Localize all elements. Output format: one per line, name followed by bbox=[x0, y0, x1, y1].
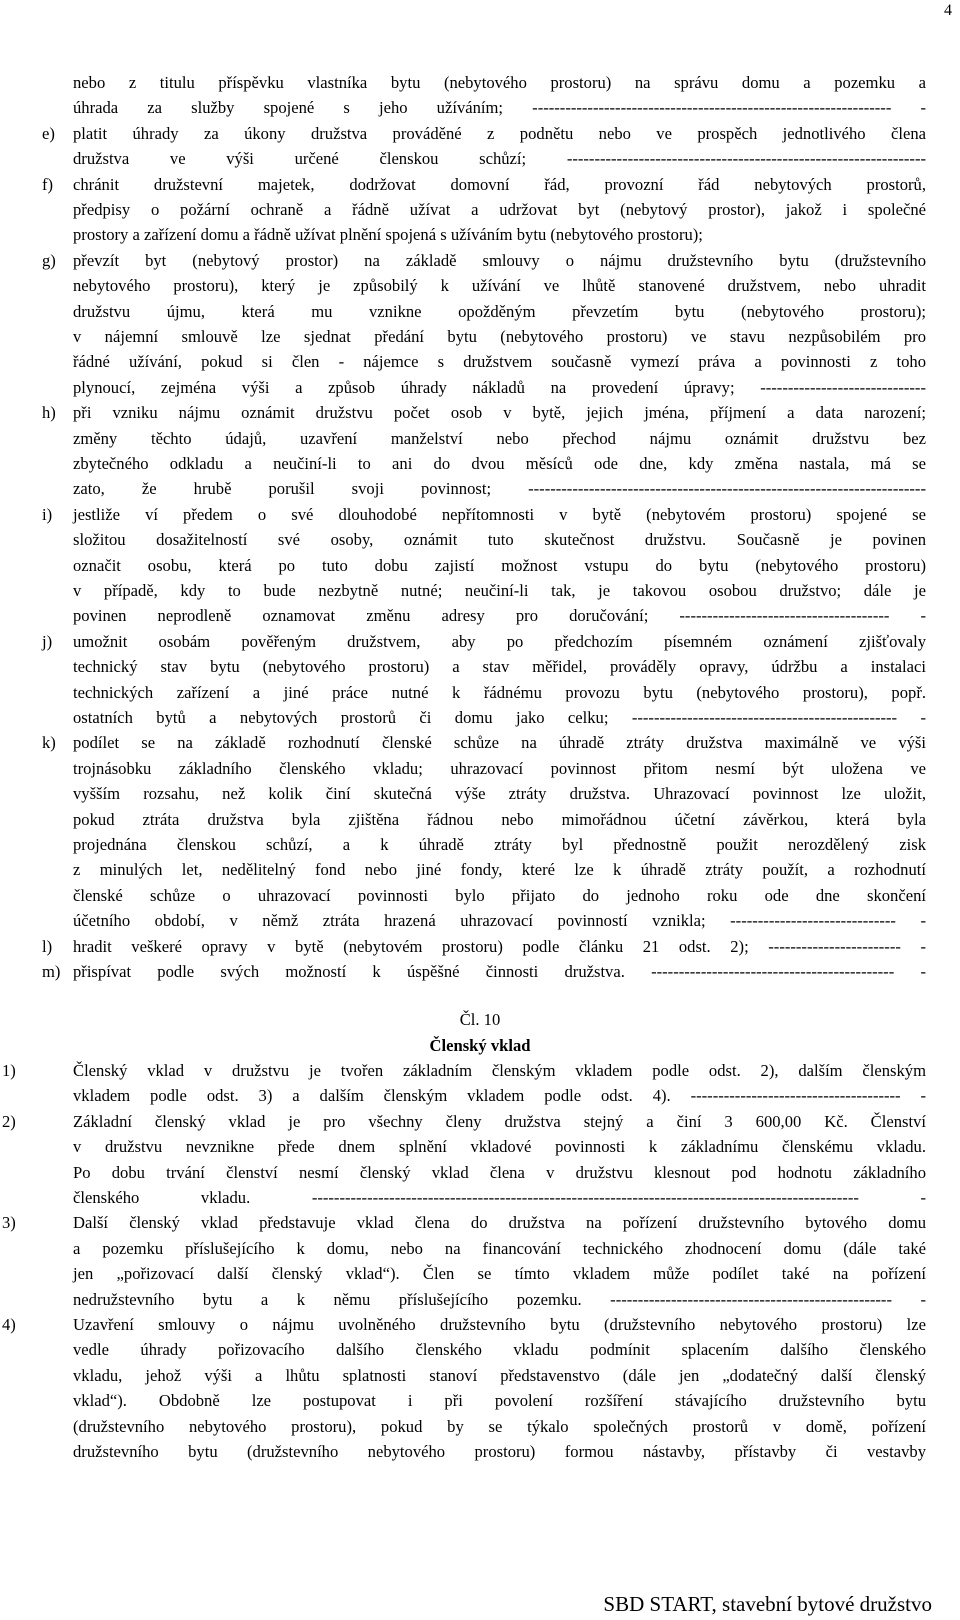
text-line: složitou dosažitelností své osoby, oznámit tuto skutečnost družstvu. Současně je povinen bbox=[73, 530, 926, 550]
text-line: označit osobu, která po tuto dobu zajistí možnost vstupu do bytu (nebytového prostoru) bbox=[73, 555, 926, 575]
text-line: platit úhrady za úkony družstva prováděné z podnětu nebo ve prospěch jednotlivého člena bbox=[73, 123, 926, 143]
text-line: při vzniku nájmu oznámit družstvu počet osob v bytě, jejich jména, příjmení a data narození; bbox=[73, 403, 926, 423]
list-marker: h) bbox=[42, 403, 56, 423]
list-marker: 3) bbox=[2, 1213, 16, 1233]
text-line: vyšším rozsahu, než kolik činí skutečná výše ztráty družstva. Uhrazovací povinnost lze uložit, bbox=[73, 784, 926, 804]
text-line: Členský vklad v družstvu je tvořen základním členským vkladem podle odst. 2), dalším členským bbox=[73, 1061, 926, 1081]
list-marker: f) bbox=[42, 174, 54, 194]
text-line: pokud ztráta družstva byla zjištěna řádnou nebo mimořádnou účetní závěrkou, která byla bbox=[73, 809, 926, 829]
text-line: technických zařízení a jiné práce nutné k řádnému provozu bytu (nebytového prostoru), popř. bbox=[73, 682, 926, 702]
text-line: družstva ve výši určené členskou schůzí; ----------------------------------------------------------------- bbox=[73, 149, 926, 169]
text-line: nebytového prostoru), který je způsobilý k užívání ve lhůtě stanovené družstvem, nebo uhradit bbox=[73, 276, 926, 296]
list-marker: 4) bbox=[2, 1315, 16, 1335]
text-line: jestliže ví předem o své dlouhodobé nepřítomnosti v bytě (nebytovém prostoru) spojené se bbox=[73, 504, 926, 524]
text-line: ostatních bytů a nebytových prostorů či domu jako celku; ------------------------------------------------ - bbox=[73, 708, 926, 727]
article-title: Členský vklad bbox=[429, 1035, 531, 1055]
text-line: předpisy o požární ochraně a řádně užívat a udržovat byt (nebytový prostor), jakož i společné bbox=[73, 200, 926, 219]
text-line: v družstvu nevznikne přede dnem splnění vkladové povinnosti k základnímu členskému vkladu. bbox=[73, 1137, 926, 1157]
text-line: nedružstevního bytu a k němu příslušejícího pozemku. --------------------------------------------------- - bbox=[73, 1289, 926, 1309]
text-line: nebo z titulu příspěvku vlastníka bytu (nebytového prostoru) na správu domu a pozemku a bbox=[73, 73, 926, 92]
text-line: přispívat podle svých možností k úspěšné činnosti družstva. -------------------------------------------- - bbox=[73, 962, 926, 981]
text-line: jen „pořizovací další členský vklad“). Člen se tímto vkladem může podílet také na pořízení bbox=[73, 1264, 926, 1284]
text-line: vkladu, jehož výši a lhůtu splatnosti stanoví představenstvo (dále jen „dodatečný další členský bbox=[73, 1365, 926, 1385]
text-line: vedle úhrady pořizovacího dalšího členského vkladu podmínit splacením dalšího členského bbox=[73, 1340, 926, 1360]
footer-text: SBD START, stavební bytové družstvo bbox=[603, 1592, 932, 1616]
text-line: v případě, kdy to bude nezbytně nutné; neučiní-li tak, je takovou osobou družstvo; dále je bbox=[73, 581, 926, 600]
list-marker: 1) bbox=[2, 1061, 16, 1081]
text-line: umožnit osobám pověřeným družstvem, aby po předchozím písemném oznámení zjišťovaly bbox=[73, 631, 926, 651]
list-marker: i) bbox=[42, 504, 53, 524]
text-line: prostory a zařízení domu a řádně užívat plnění spojená s užíváním bytu (nebytového prostoru); bbox=[73, 225, 703, 245]
text-line: a pozemku příslušejícího k domu, nebo na financování technického zhodnocení domu (dále také bbox=[73, 1238, 926, 1258]
list-marker: l) bbox=[42, 936, 53, 956]
text-line: povinen neprodleně oznamovat změnu adresy pro doručování; -------------------------------------- - bbox=[73, 606, 926, 626]
text-line: zato, že hrubě porušil svoji povinnost; ------------------------------------------------------------------------ bbox=[73, 479, 926, 499]
text-line: zbytečného odkladu a neučiní-li to ani do dvou měsíců ode dne, kdy změna nastala, má se bbox=[73, 454, 926, 473]
text-line: družstvu újmu, která mu vznikne opožděným převzetím bytu (nebytového prostoru); bbox=[73, 301, 926, 321]
text-line: změny těchto údajů, uzavření manželství nebo přechod nájmu oznámit družstvu bez bbox=[73, 428, 926, 448]
text-line: převzít byt (nebytový prostor) na základě smlouvy o nájmu družstevního bytu (družstevního bbox=[73, 250, 926, 270]
list-marker: g) bbox=[42, 250, 56, 270]
text-line: hradit veškeré opravy v bytě (nebytovém prostoru) podle článku 21 odst. 2); ------------------------ - bbox=[73, 936, 926, 956]
text-line: Základní členský vklad je pro všechny členy družstva stejný a činí 3 600,00 Kč. Členství bbox=[73, 1111, 926, 1131]
text-line: podílet se na základě rozhodnutí členské schůze na úhradě ztráty družstva maximálně ve výši bbox=[73, 733, 926, 753]
text-line: z minulých let, nedělitelný fond nebo jiné fondy, které lze k úhradě ztráty použít, a rozhodnutí bbox=[73, 860, 926, 880]
text-line: řádné užívání, pokud si člen - nájemce s družstvem současně vymezí práva a povinnosti z toho bbox=[73, 352, 926, 372]
text-line: chránit družstevní majetek, dodržovat domovní řád, provozní řád nebytových prostorů, bbox=[73, 174, 926, 194]
text-line: v nájemní smlouvě lze sjednat předání bytu (nebytového prostoru) ve stavu nezpůsobilém pro bbox=[73, 327, 926, 346]
text-line: trojnásobku základního členského vkladu; uhrazovací povinnost přitom nesmí být uložena ve bbox=[73, 758, 926, 778]
text-line: členského vkladu. --------------------------------------------------------------------------------------------------- - bbox=[73, 1188, 926, 1208]
text-line: Další členský vklad představuje vklad člena do družstva na pořízení družstevního bytového domu bbox=[73, 1213, 926, 1233]
list-marker: k) bbox=[42, 733, 56, 753]
text-line: plynoucí, zejména výši a způsob úhrady nákladů na provedení úpravy; ------------------------------ bbox=[73, 377, 926, 397]
list-marker: m) bbox=[42, 962, 61, 981]
text-line: Uzavření smlouvy o nájmu uvolněného družstevního bytu (družstevního nebytového prostoru) lze bbox=[73, 1315, 926, 1335]
article-number: Čl. 10 bbox=[459, 1010, 501, 1030]
text-line: Po dobu trvání členství nesmí členský vklad člena v družstvu klesnout pod hodnotu základního bbox=[73, 1162, 926, 1182]
text-line: vkladem podle odst. 3) a dalším členským vkladem podle odst. 4). -------------------------------------- - bbox=[73, 1086, 926, 1106]
text-line: členské schůze o uhrazovací povinnosti bylo přijato do jednoho roku ode dne skončení bbox=[73, 885, 926, 905]
text-line: technický stav bytu (nebytového prostoru) a stav měřidel, prováděly opravy, údržbu a instalaci bbox=[73, 657, 926, 677]
list-marker: j) bbox=[42, 631, 53, 651]
page-number: 4 bbox=[944, 2, 952, 19]
list-marker: 2) bbox=[2, 1111, 16, 1131]
text-line: účetního období, v němž ztráta hrazená uhrazovací povinností vznikla; ------------------------------ - bbox=[73, 911, 926, 931]
text-line: družstevního bytu (družstevního nebytového prostoru) formou nástavby, přístavby či vestavby bbox=[73, 1442, 926, 1462]
list-marker: e) bbox=[42, 123, 55, 143]
text-line: vklad“). Obdobně lze postupovat i při povolení rozšíření stávajícího družstevního bytu bbox=[73, 1391, 926, 1411]
text-line: úhrada za služby spojené s jeho užíváním; ----------------------------------------------------------------- - bbox=[73, 98, 926, 118]
text-line: projednána členskou schůzí, a k úhradě ztráty byl přednostně použit nerozdělený zisk bbox=[73, 835, 926, 854]
text-line: (družstevního nebytového prostoru), pokud by se týkalo společných prostorů v domě, pořízení bbox=[73, 1416, 926, 1436]
